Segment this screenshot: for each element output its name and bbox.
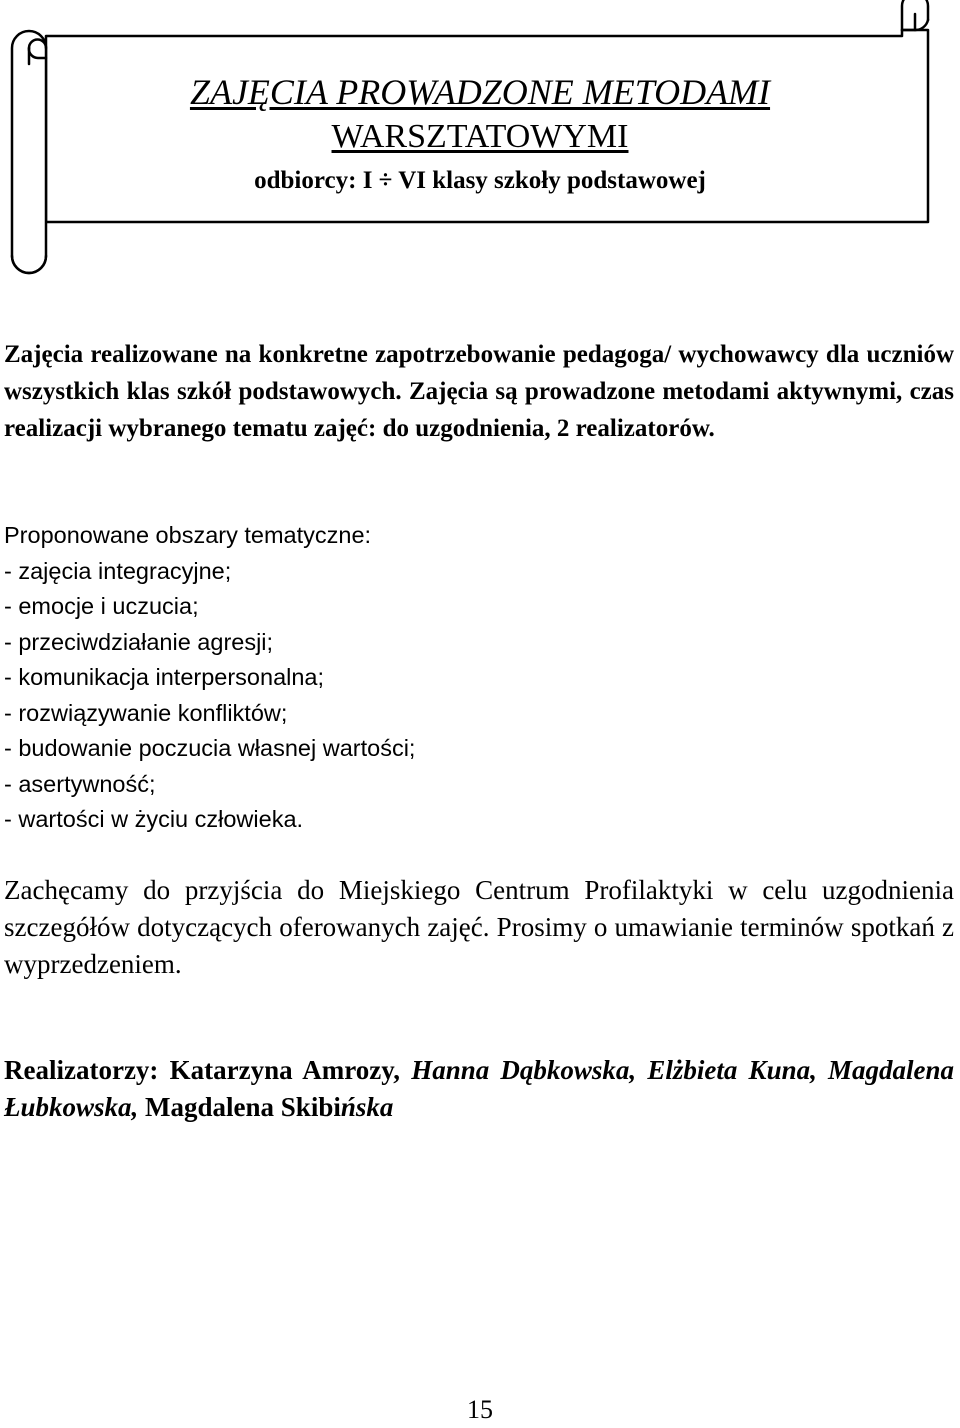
authors-label: Realizatorzy: <box>4 1055 159 1085</box>
authors-paragraph <box>4 1052 954 1126</box>
author-name: Katarzyna Amrozy, <box>169 1055 401 1085</box>
list-item: - budowanie poczucia własnej wartości; <box>4 735 416 761</box>
author-name-part: ńska <box>340 1092 394 1122</box>
page-number: 15 <box>467 1395 493 1424</box>
topics-list <box>4 554 954 838</box>
list-item: - zajęcia integracyjne; <box>4 557 232 584</box>
list-item: - asertywność; <box>4 770 156 797</box>
audience-subtitle: odbiorcy: I ÷ VI klasy szkoły podstawowej <box>254 167 706 194</box>
invitation-paragraph: Zachęcamy do przyjścia do Miejskiego Centrum Profilaktyki w celu uzgodnienia szczegółów dotyczących oferowanych zajęć. Prosimy o umawianie terminów spotkań z wyprzedzeniem. <box>4 875 954 979</box>
author-name: Elżbieta Kuna, <box>647 1055 817 1085</box>
author-name: Magdalena Łubkowska, <box>4 1055 955 1122</box>
intro-paragraph: Zajęcia realizowane na konkretne zapotrzebowanie pedagoga/ wychowawcy dla uczniów wszystkich klas szkół podstawowych. Zajęcia są prowadzone metodami aktywnymi, czas realizacji wybranego tematu zajęć: do uzgodnienia, 2 realizatorów. <box>4 341 954 442</box>
list-item: - wartości w życiu człowieka. <box>4 806 304 832</box>
list-item: - emocje i uczucia; <box>4 593 199 619</box>
author-name <box>145 1092 393 1122</box>
list-item: - przeciwdziałanie agresji; <box>4 628 274 655</box>
page-title-line2: WARSZTATOWYMI <box>331 118 629 155</box>
list-item: - rozwiązywanie konfliktów; <box>4 699 288 726</box>
author-name-part: Magdalena Skibi <box>145 1092 341 1122</box>
topics-heading: Proponowane obszary tematyczne: <box>4 522 372 548</box>
author-name: Hanna Dąbkowska, <box>411 1055 637 1085</box>
page-title: ZAJĘCIA PROWADZONE METODAMI <box>189 72 771 112</box>
topics-section <box>4 518 954 838</box>
list-item: - komunikacja interpersonalna; <box>4 664 325 690</box>
